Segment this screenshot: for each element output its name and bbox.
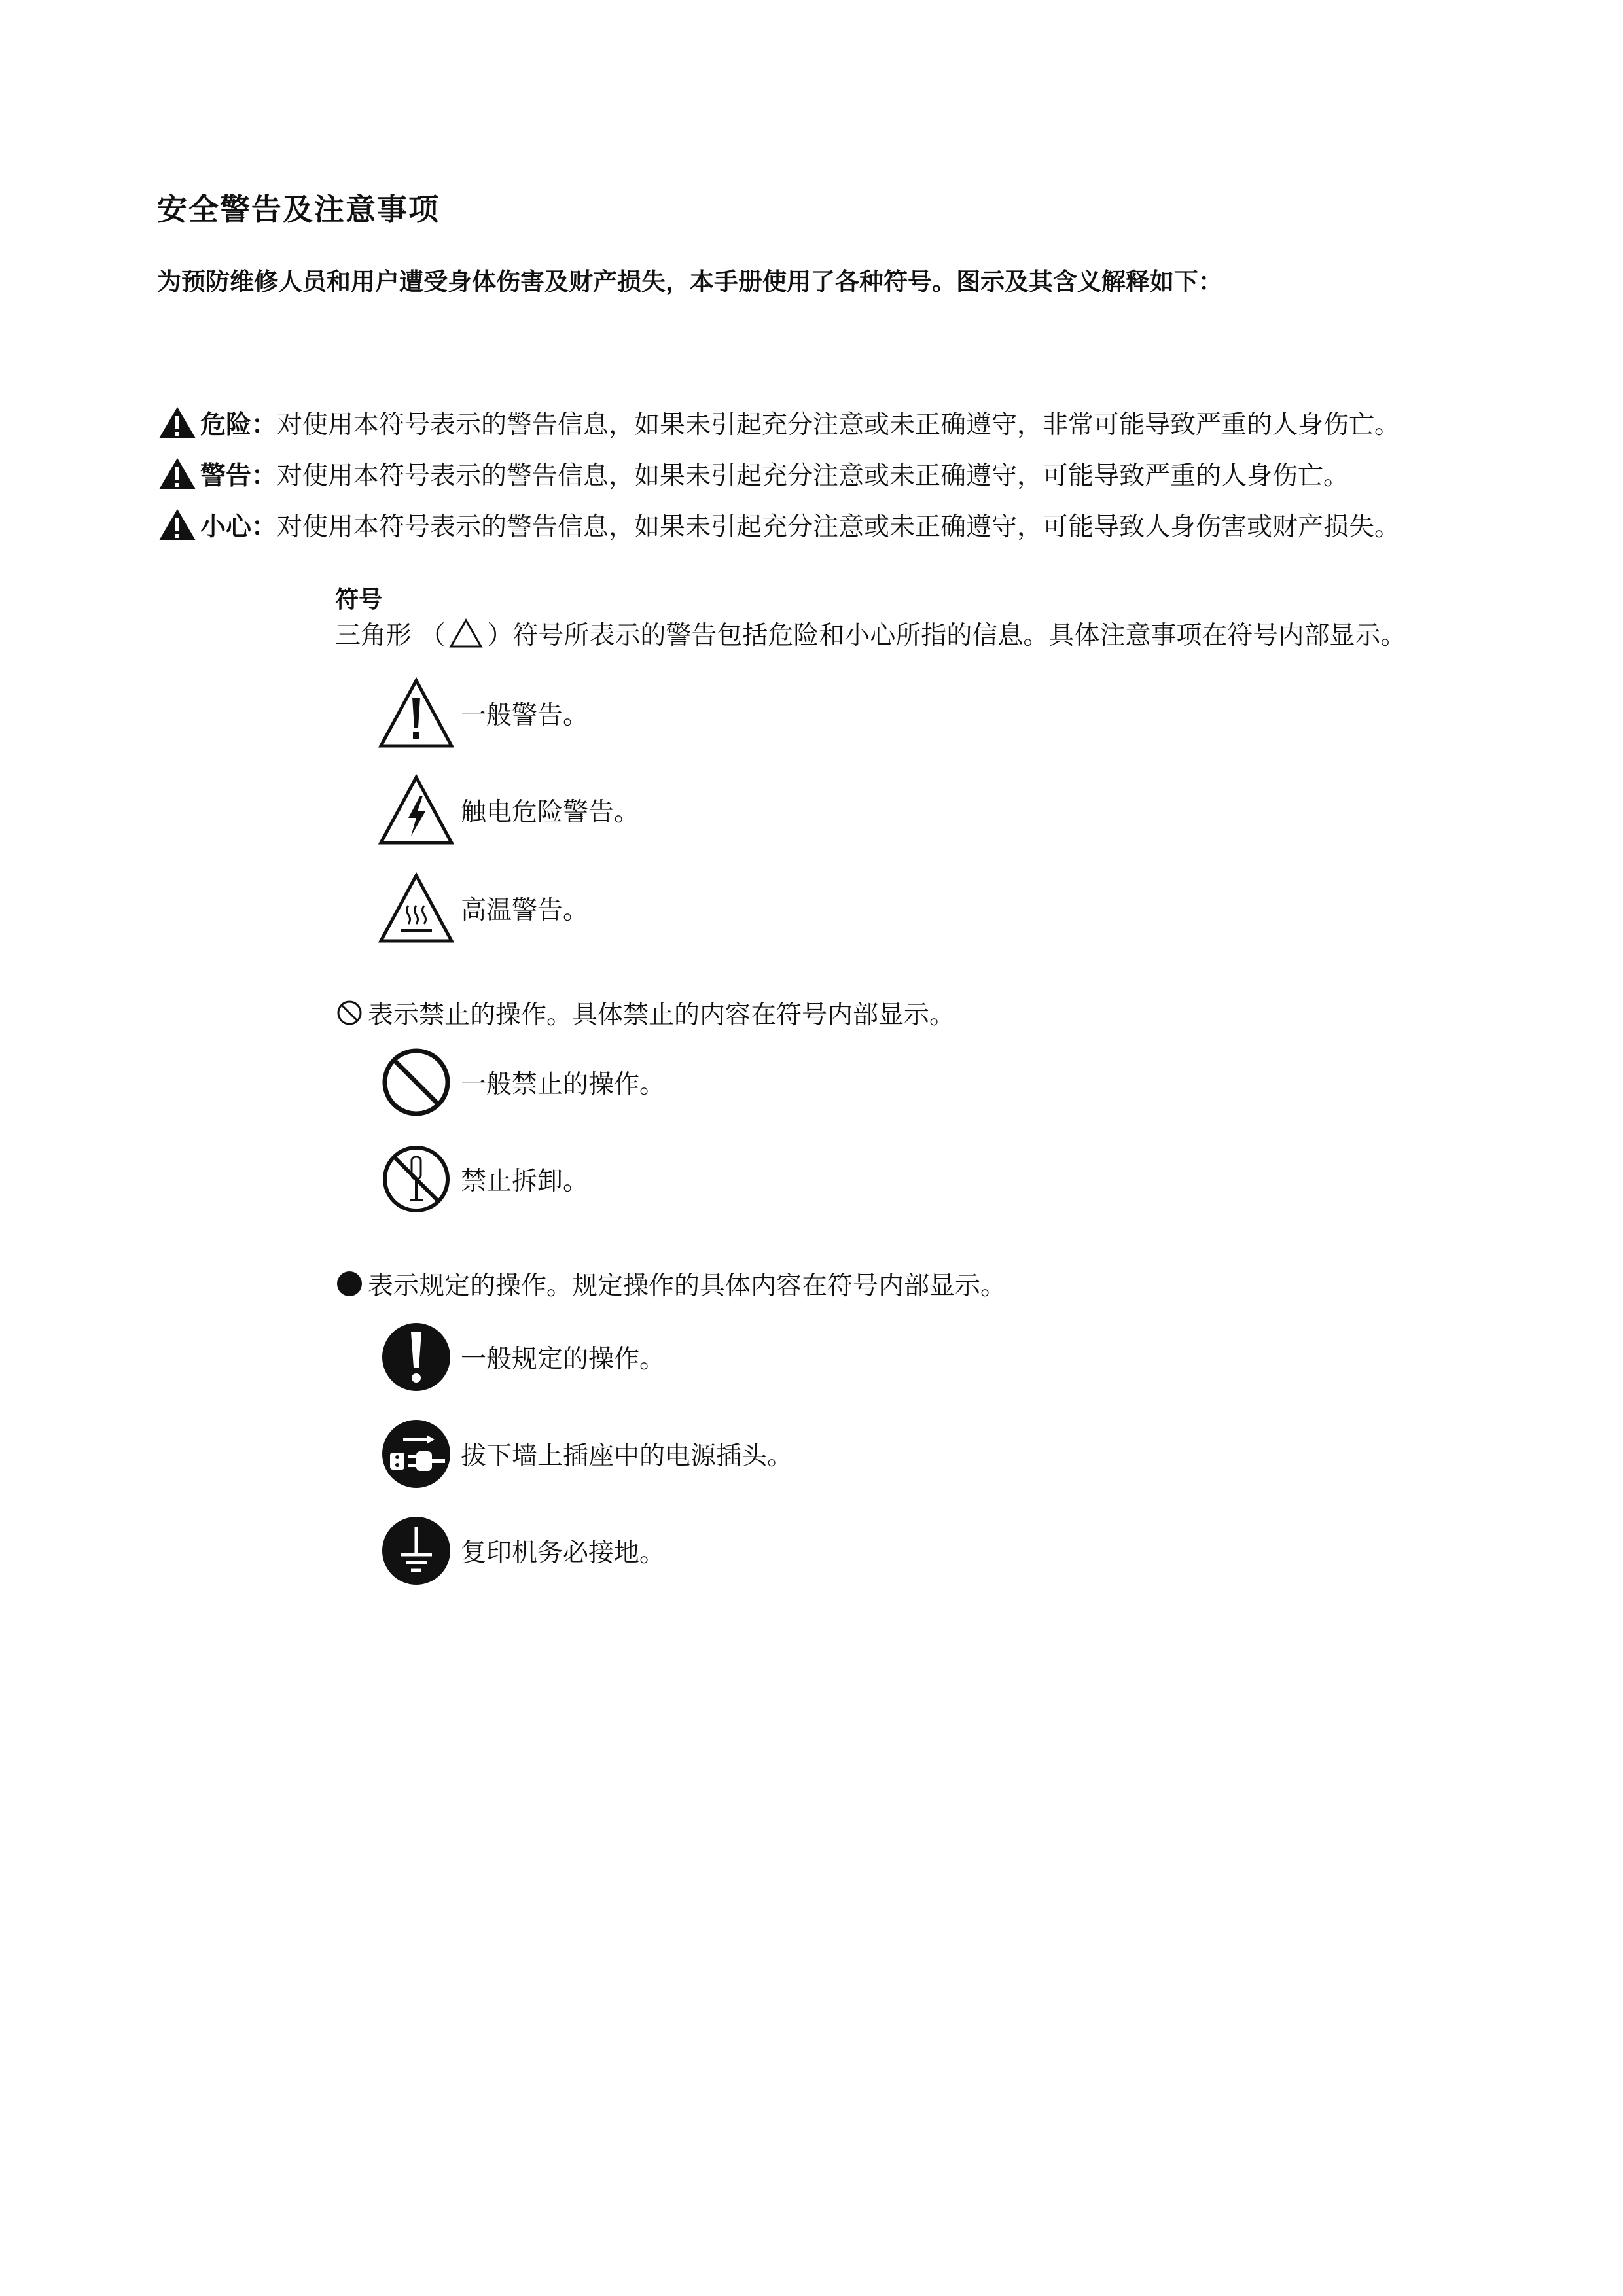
electric-shock-warning-icon	[378, 773, 454, 847]
unplug-power-icon	[378, 1417, 454, 1491]
level-danger	[157, 403, 1400, 442]
outline-triangle-icon	[449, 618, 483, 649]
general-prohibition-icon	[378, 1046, 454, 1119]
symbol-row	[378, 1142, 588, 1216]
warning-triangle-icon	[157, 405, 198, 440]
warning-triangle-icon	[157, 456, 198, 491]
prohibition-description	[335, 993, 955, 1033]
symbol-row	[378, 1320, 665, 1394]
level-text: 对使用本符号表示的警告信息，如果未引起充分注意或未正确遵守，非常可能导致严重的人身伤亡。	[277, 410, 1400, 440]
general-mandatory-icon	[378, 1320, 454, 1394]
triangle-suffix: ）符号所表示的警告包括危险和小心所指的信息。具体注意事项在符号内部显示。	[487, 621, 1406, 650]
symbols-heading: 符号	[335, 586, 383, 613]
prohibition-head-text: 表示禁止的操作。具体禁止的内容在符号内部显示。	[368, 1000, 955, 1030]
symbol-row	[378, 1514, 665, 1587]
high-temperature-warning-icon	[378, 872, 454, 945]
intro-text: 为预防维修人员和用户遭受身体伤害及财产损失，本手册使用了各种符号。图示及其含义解释如下：	[157, 268, 1222, 296]
level-caution	[157, 505, 1400, 544]
symbol-text: 复印机务必接地。	[461, 1538, 666, 1568]
ground-connection-icon	[378, 1514, 454, 1587]
level-label: 危险：	[200, 410, 277, 440]
level-label: 小心：	[200, 512, 277, 542]
mandatory-description	[335, 1264, 1006, 1303]
small-prohibition-icon	[335, 998, 364, 1027]
symbol-text: 一般警告。	[461, 701, 589, 730]
symbol-text: 一般禁止的操作。	[461, 1070, 666, 1099]
warning-triangle-icon	[157, 507, 198, 542]
no-disassembly-icon	[378, 1142, 454, 1216]
small-mandatory-icon	[335, 1269, 364, 1298]
symbol-text: 禁止拆卸。	[461, 1167, 589, 1196]
triangle-prefix: 三角形 （	[335, 621, 446, 650]
symbol-row	[378, 1046, 665, 1119]
general-warning-icon	[378, 677, 454, 750]
symbol-row	[378, 773, 639, 847]
symbol-row	[378, 872, 588, 945]
symbol-text: 高温警告。	[461, 896, 589, 925]
page-title: 安全警告及注意事项	[157, 192, 440, 227]
level-label: 警告：	[200, 461, 277, 491]
symbol-text: 触电危险警告。	[461, 798, 640, 827]
level-text: 对使用本符号表示的警告信息，如果未引起充分注意或未正确遵守，可能导致严重的人身伤亡。	[277, 461, 1349, 491]
triangle-description	[335, 615, 1406, 652]
level-warning	[157, 454, 1349, 493]
level-text: 对使用本符号表示的警告信息，如果未引起充分注意或未正确遵守，可能导致人身伤害或财产损失。	[277, 512, 1400, 542]
symbol-text: 拔下墙上插座中的电源插头。	[461, 1441, 793, 1471]
symbol-row	[378, 677, 588, 750]
symbol-row	[378, 1417, 793, 1491]
mandatory-head-text: 表示规定的操作。规定操作的具体内容在符号内部显示。	[368, 1271, 1007, 1301]
symbol-text: 一般规定的操作。	[461, 1345, 666, 1374]
